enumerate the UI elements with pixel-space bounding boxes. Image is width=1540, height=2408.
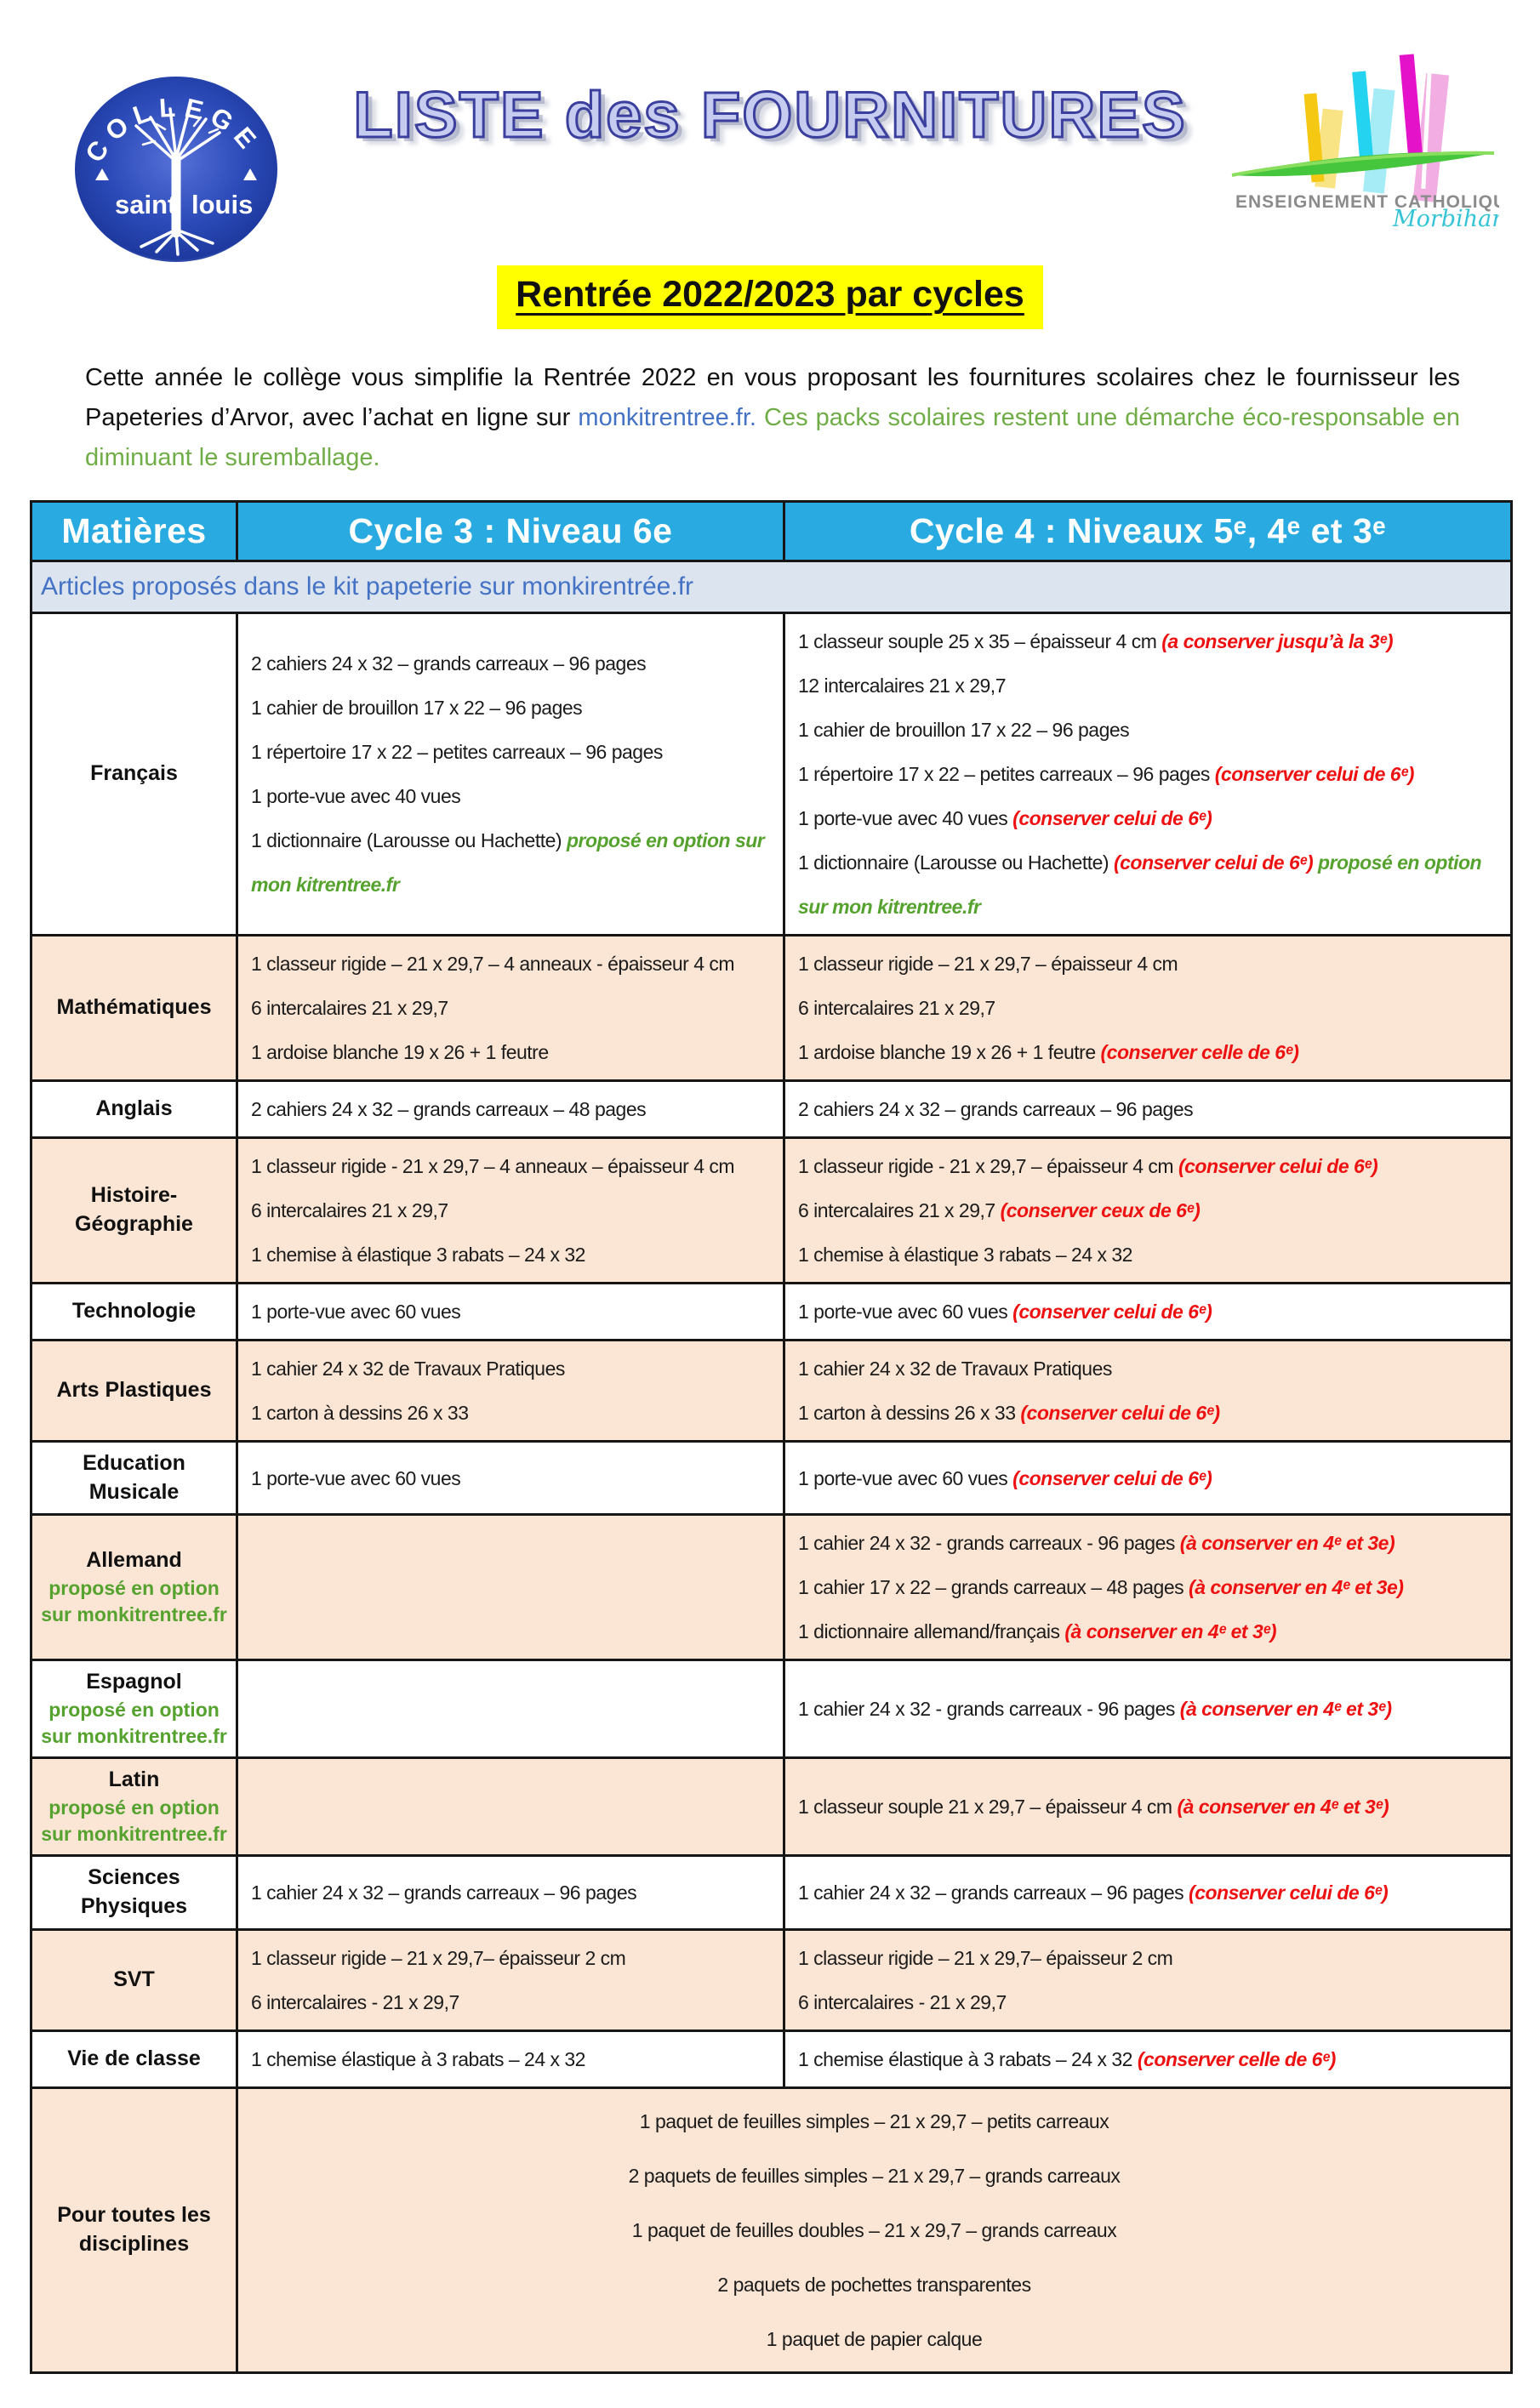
kit-note-cell: Articles proposés dans le kit papeterie sur monkirentrée.fr xyxy=(31,561,1512,612)
item-text: 1 cahier 24 x 32 – grands carreaux – 96 pages xyxy=(251,1881,637,1904)
col-header-cycle4: Cycle 4 : Niveaux 5ᵉ, 4ᵉ et 3ᵉ xyxy=(784,501,1512,561)
subject-label: Allemand xyxy=(86,1548,182,1573)
subject-cell xyxy=(31,1660,237,1758)
intro-link-monkitrentree[interactable]: monkitrentree.fr. xyxy=(578,403,756,431)
item-line xyxy=(251,1391,770,1435)
cycle4-cell xyxy=(784,1515,1512,1660)
ec-logo-text: ENSEIGNEMENT CATHOLIQUE xyxy=(1235,192,1499,212)
item-line xyxy=(798,663,1497,708)
item-text: 1 classeur rigide – 21 x 29,7 – 4 anneaux - épaisseur 4 cm xyxy=(251,952,735,975)
subject-label: Technologie xyxy=(71,1299,197,1324)
item-line xyxy=(798,1232,1497,1277)
table-row xyxy=(31,1283,1512,1340)
item-line xyxy=(798,942,1497,986)
cycle4-cell xyxy=(784,2030,1512,2087)
item-text: 1 cahier 24 x 32 de Travaux Pratiques xyxy=(798,1357,1112,1380)
cycle3-cell xyxy=(237,1515,784,1660)
item-text: (conserver celui de 6ᵉ) xyxy=(1214,762,1414,785)
table-row xyxy=(31,1441,1512,1515)
logo-word-saint: saint xyxy=(115,190,177,219)
item-text: (conserver celui de 6ᵉ) xyxy=(1189,1881,1389,1904)
item-line xyxy=(798,1870,1497,1915)
item-line xyxy=(251,1980,770,2024)
enseignement-catholique-logo xyxy=(1227,44,1499,234)
item-text: 1 porte-vue avec 60 vues xyxy=(798,1466,1013,1489)
table-row xyxy=(31,2030,1512,2087)
supplies-table xyxy=(30,500,1513,2374)
cycle4-cell xyxy=(784,1340,1512,1441)
subject-label: Latin xyxy=(108,1768,160,1792)
header-row xyxy=(31,501,1512,561)
table-row xyxy=(31,935,1512,1080)
item-text: proposé en option sur mon kitrentree.fr xyxy=(798,851,1482,918)
cycle3-cell xyxy=(237,1080,784,1137)
item-text: 1 chemise à élastique 3 rabats – 24 x 32 xyxy=(798,1243,1132,1266)
item-line xyxy=(798,1687,1497,1731)
item-text: (conserver celui de 6ᵉ) xyxy=(1020,1401,1220,1424)
supplies-table-head xyxy=(31,501,1512,612)
item-line xyxy=(798,1936,1497,1980)
table-row xyxy=(31,1515,1512,1660)
magenta-bar xyxy=(1400,54,1423,158)
item-line xyxy=(798,1030,1497,1074)
item-line xyxy=(251,1346,770,1391)
item-text: 6 intercalaires - 21 x 29,7 xyxy=(798,1990,1007,2013)
subject-cell xyxy=(31,2030,237,2087)
subject-cell xyxy=(31,935,237,1080)
item-line xyxy=(251,1936,770,1980)
item-line xyxy=(251,942,770,986)
item-line xyxy=(798,1565,1497,1609)
table-row xyxy=(31,1080,1512,1137)
item-text: (conserver celle de 6ᵉ) xyxy=(1100,1040,1299,1063)
item-text: 1 répertoire 17 x 22 – petites carreaux – 96 pages xyxy=(798,762,1215,785)
item-line xyxy=(798,1346,1497,1391)
item-line xyxy=(251,730,770,774)
subject-label: SVT xyxy=(113,1967,155,1991)
item-text: 1 classeur souple 25 x 35 – épaisseur 4 cm xyxy=(798,629,1162,652)
supplies-table-body xyxy=(31,612,1512,2372)
item-text: 1 porte-vue avec 40 vues xyxy=(798,806,1013,829)
item-text: (à conserver en 4ᵉ et 3ᵉ) xyxy=(1179,1698,1392,1721)
item-text: 1 classeur rigide – 21 x 29,7 – épaisseur 4 cm xyxy=(798,952,1178,975)
item-text: 1 classeur rigide – 21 x 29,7– épaisseur 2 cm xyxy=(251,1946,626,1969)
cycle3-cell xyxy=(237,612,784,935)
item-text: 1 dictionnaire allemand/français xyxy=(798,1620,1065,1643)
item-line xyxy=(798,1144,1497,1188)
item-text: 6 intercalaires 21 x 29,7 xyxy=(798,1198,1001,1221)
document-subtitle: Rentrée 2022/2023 par cycles xyxy=(497,265,1043,329)
item-text: 1 chemise élastique à 3 rabats – 24 x 32 xyxy=(798,2047,1138,2070)
item-text: (à conserver en 4ᵉ et 3ᵉ) xyxy=(1177,1796,1389,1819)
item-line xyxy=(251,2257,1497,2312)
item-text: (conserver celle de 6ᵉ) xyxy=(1137,2047,1336,2070)
logo-word-louis: louis xyxy=(191,190,254,219)
subject-cell xyxy=(31,2087,237,2372)
item-text: 1 porte-vue avec 40 vues xyxy=(251,784,461,807)
intro-text-black: Cette année le collège vous simplifie la Rentrée 2022 en vous proposant les fournitures scolaires chez le fournisseur les Papeteries d’Arvor, avec l’achat en ligne sur xyxy=(85,364,1460,431)
item-line xyxy=(251,1870,770,1915)
item-line xyxy=(798,1609,1497,1654)
item-text: 1 paquet de papier calque xyxy=(766,2327,983,2350)
item-text: 1 carton à dessins 26 x 33 xyxy=(251,1401,469,1424)
item-text: (conserver celui de 6ᵉ) xyxy=(1012,806,1212,829)
page-title: LISTE des FOURNITURES xyxy=(353,79,1187,151)
item-text: (conserver celui de 6ᵉ) xyxy=(1012,1466,1212,1489)
cycle3-cell xyxy=(237,935,784,1080)
item-text: 1 cahier de brouillon 17 x 22 – 96 pages xyxy=(798,718,1130,741)
subject-label: Arts Plastiques xyxy=(56,1378,212,1403)
cycle4-cell xyxy=(784,1283,1512,1340)
merged-cell xyxy=(237,2087,1512,2372)
item-text: 1 paquet de feuilles simples – 21 x 29,7 – petits carreaux xyxy=(639,2109,1109,2132)
item-line xyxy=(798,1391,1497,1435)
cycle4-cell xyxy=(784,1080,1512,1137)
school-logo xyxy=(70,73,282,270)
kit-note-row xyxy=(31,561,1512,612)
subject-label: sur monkitrentree.fr xyxy=(41,1823,227,1846)
item-text: 1 porte-vue avec 60 vues xyxy=(251,1300,461,1323)
intro-text-green: Ces packs scolaires restent une démarche éco-responsable en diminuant le suremballage. xyxy=(85,403,1460,471)
item-line xyxy=(251,686,770,730)
subject-cell xyxy=(31,1137,237,1283)
logo-arc-text: COLLEGE xyxy=(79,92,267,168)
col-header-matieres: Matières xyxy=(31,501,237,561)
item-text: 1 dictionnaire (Larousse ou Hachette) xyxy=(251,828,567,851)
cycle4-cell xyxy=(784,1758,1512,1856)
item-line xyxy=(251,1087,770,1131)
subject-label: Pour toutes les disciplines xyxy=(57,2202,211,2256)
item-line xyxy=(251,2312,1497,2366)
cycle3-cell xyxy=(237,1856,784,1930)
item-text: 1 chemise à élastique 3 rabats – 24 x 32 xyxy=(251,1243,585,1266)
subject-cell xyxy=(31,612,237,935)
table-row xyxy=(31,1660,1512,1758)
item-text: 1 cahier 24 x 32 de Travaux Pratiques xyxy=(251,1357,565,1380)
col-header-cycle3: Cycle 3 : Niveau 6e xyxy=(237,501,784,561)
item-text: 1 ardoise blanche 19 x 26 + 1 feutre xyxy=(798,1040,1101,1063)
item-line xyxy=(251,1456,770,1500)
item-line xyxy=(251,641,770,686)
table-row xyxy=(31,1856,1512,1930)
cycle3-cell xyxy=(237,2030,784,2087)
cycle4-cell xyxy=(784,1856,1512,1930)
subject-label: Education Musicale xyxy=(83,1450,185,1504)
subject-label: proposé en option xyxy=(48,1796,220,1819)
item-text: 6 intercalaires - 21 x 29,7 xyxy=(251,1990,459,2013)
item-line xyxy=(798,1188,1497,1232)
table-row xyxy=(31,2087,1512,2372)
item-line xyxy=(798,1087,1497,1131)
item-text: 2 cahiers 24 x 32 – grands carreaux – 48 pages xyxy=(251,1097,647,1120)
item-line xyxy=(251,2037,770,2081)
cycle3-cell xyxy=(237,1137,784,1283)
subject-cell xyxy=(31,1441,237,1515)
page-header xyxy=(0,0,1540,262)
item-line xyxy=(251,986,770,1030)
item-text: (conserver ceux de 6ᵉ) xyxy=(1000,1198,1201,1221)
subject-cell xyxy=(31,1080,237,1137)
item-text: (à conserver en 4ᵉ et 3e) xyxy=(1179,1532,1395,1555)
subtitle-wrap xyxy=(0,265,1540,329)
item-text: 1 cahier 24 x 32 - grands carreaux - 96 pages xyxy=(798,1532,1180,1555)
cycle3-cell xyxy=(237,1929,784,2030)
item-text: 2 paquets de feuilles simples – 21 x 29,7 – grands carreaux xyxy=(628,2164,1121,2187)
item-text: 1 classeur rigide - 21 x 29,7 – 4 anneaux – épaisseur 4 cm xyxy=(251,1154,735,1177)
item-text: 1 porte-vue avec 60 vues xyxy=(251,1466,461,1489)
item-line xyxy=(251,2094,1497,2149)
subject-label: Histoire-Géographie xyxy=(75,1183,193,1236)
item-text: 2 cahiers 24 x 32 – grands carreaux – 96 pages xyxy=(798,1097,1194,1120)
subject-label: sur monkitrentree.fr xyxy=(41,1725,227,1748)
item-text: 1 répertoire 17 x 22 – petites carreaux – 96 pages xyxy=(251,740,663,763)
item-line xyxy=(798,840,1497,929)
item-line xyxy=(251,2149,1497,2203)
item-text: (conserver celui de 6ᵉ) xyxy=(1113,851,1318,874)
item-text: 6 intercalaires 21 x 29,7 xyxy=(251,996,448,1019)
subject-cell xyxy=(31,1515,237,1660)
subject-label: Mathématiques xyxy=(56,995,212,1020)
item-text: (à conserver en 4ᵉ et 3ᵉ) xyxy=(1064,1620,1277,1643)
table-row xyxy=(31,1340,1512,1441)
subject-label: Vie de classe xyxy=(67,2046,201,2070)
ec-logo-image xyxy=(1227,44,1499,230)
item-line xyxy=(798,1980,1497,2024)
item-line xyxy=(798,619,1497,663)
cycle4-cell xyxy=(784,1137,1512,1283)
item-text: 1 cahier 17 x 22 – grands carreaux – 48 pages xyxy=(798,1576,1189,1599)
item-text: proposé en option sur mon kitrentree.fr xyxy=(251,828,765,896)
cycle3-cell xyxy=(237,1283,784,1340)
item-line xyxy=(798,708,1497,752)
subject-label: sur monkitrentree.fr xyxy=(41,1603,227,1626)
item-line xyxy=(798,1785,1497,1829)
item-text: 1 cahier 24 x 32 – grands carreaux – 96 pages xyxy=(798,1881,1189,1904)
table-row xyxy=(31,1137,1512,1283)
subject-cell xyxy=(31,1758,237,1856)
item-line xyxy=(798,1289,1497,1334)
subject-label: proposé en option xyxy=(48,1577,220,1600)
cycle4-cell xyxy=(784,1929,1512,2030)
item-text: 2 cahiers 24 x 32 – grands carreaux – 96 pages xyxy=(251,652,647,675)
table-row xyxy=(31,1758,1512,1856)
item-text: (conserver celui de 6ᵉ) xyxy=(1178,1154,1378,1177)
item-text: 1 cahier de brouillon 17 x 22 – 96 pages xyxy=(251,696,583,719)
intro-paragraph xyxy=(85,358,1460,478)
item-line xyxy=(251,1144,770,1188)
subject-label: Anglais xyxy=(95,1096,173,1121)
subject-label: Français xyxy=(90,761,178,786)
subject-label: Espagnol xyxy=(86,1670,182,1694)
subject-cell xyxy=(31,1856,237,1930)
item-text: 1 paquet de feuilles doubles – 21 x 29,7 – grands carreaux xyxy=(631,2218,1117,2241)
item-text: (a conserver jusqu’à la 3ᵉ) xyxy=(1161,629,1394,652)
item-text: 6 intercalaires 21 x 29,7 xyxy=(798,996,995,1019)
cycle3-cell xyxy=(237,1340,784,1441)
ec-logo-morbihan: Morbihan xyxy=(1393,206,1499,230)
cycle3-cell xyxy=(237,1441,784,1515)
item-line xyxy=(798,796,1497,840)
cycle4-cell xyxy=(784,1441,1512,1515)
item-text: 1 chemise élastique à 3 rabats – 24 x 32 xyxy=(251,2047,585,2070)
item-line xyxy=(251,1289,770,1334)
cycle3-cell xyxy=(237,1758,784,1856)
item-text: 2 paquets de pochettes transparentes xyxy=(717,2273,1031,2296)
subject-cell xyxy=(31,1929,237,2030)
item-text: (à conserver en 4ᵉ et 3e) xyxy=(1189,1576,1404,1599)
table-row xyxy=(31,612,1512,935)
item-text: 6 intercalaires 21 x 29,7 xyxy=(251,1198,448,1221)
item-line xyxy=(251,1188,770,1232)
item-text: 12 intercalaires 21 x 29,7 xyxy=(798,674,1006,697)
item-text: 1 classeur rigide - 21 x 29,7 – épaisseur 4 cm xyxy=(798,1154,1178,1177)
item-text: 1 cahier 24 x 32 - grands carreaux - 96 pages xyxy=(798,1698,1180,1721)
item-line xyxy=(798,2037,1497,2081)
item-line xyxy=(798,1456,1497,1500)
school-logo-image xyxy=(70,73,282,265)
item-line xyxy=(251,1030,770,1074)
cycle4-cell xyxy=(784,935,1512,1080)
item-text: 1 porte-vue avec 60 vues xyxy=(798,1300,1013,1323)
cycle3-cell xyxy=(237,1660,784,1758)
item-text: 1 carton à dessins 26 x 33 xyxy=(798,1401,1021,1424)
subject-label: proposé en option xyxy=(48,1699,220,1722)
subject-cell xyxy=(31,1283,237,1340)
item-line xyxy=(251,2203,1497,2257)
item-text: (conserver celui de 6ᵉ) xyxy=(1012,1300,1212,1323)
item-line xyxy=(251,1232,770,1277)
item-line xyxy=(251,774,770,818)
subject-label: Sciences Physiques xyxy=(80,1865,188,1918)
item-line xyxy=(798,986,1497,1030)
item-line xyxy=(798,1521,1497,1565)
item-text: 1 classeur souple 21 x 29,7 – épaisseur 4 cm xyxy=(798,1796,1178,1819)
item-line xyxy=(798,752,1497,796)
item-text: 1 dictionnaire (Larousse ou Hachette) xyxy=(798,851,1114,874)
cycle4-cell xyxy=(784,612,1512,935)
item-text: 1 classeur rigide – 21 x 29,7– épaisseur 2 cm xyxy=(798,1946,1173,1969)
subject-cell xyxy=(31,1340,237,1441)
item-text: 1 ardoise blanche 19 x 26 + 1 feutre xyxy=(251,1040,549,1063)
cycle4-cell xyxy=(784,1660,1512,1758)
item-line xyxy=(251,818,770,907)
table-row xyxy=(31,1929,1512,2030)
